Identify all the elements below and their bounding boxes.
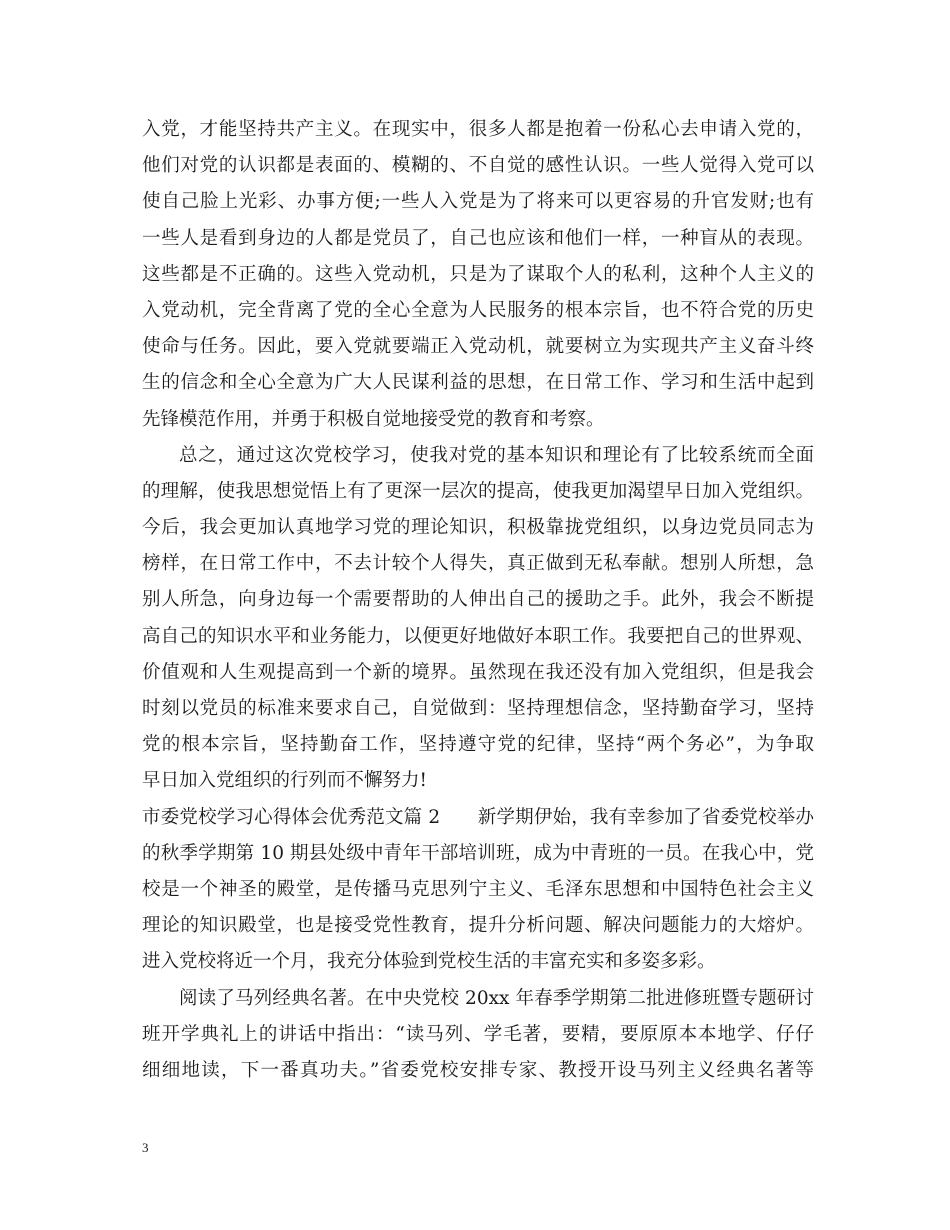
text-line: 早日加入党组织的行列而不懈努力! <box>142 770 427 792</box>
text-line: 生的信念和全心全意为广大人民谋利益的思想，在日常工作、学习和生活中起到 <box>142 372 814 394</box>
text-line: 入党动机，完全背离了党的全心全意为人民服务的根本宗旨，也不符合党的历史 <box>142 299 814 321</box>
text-line: 一些人是看到身边的人都是党员了，自己也应该和他们一样，一种盲从的表现。 <box>142 227 814 249</box>
text-line: 党的根本宗旨，坚持勤奋工作，坚持遵守党的纪律，坚持“两个务必”，为争取 <box>142 734 814 756</box>
section-heading-line: 市委党校学习心得体会优秀范文篇 2 新学期伊始，我有幸参加了省委党校举办 <box>142 806 814 828</box>
text-line: 使自己脸上光彩、办事方便;一些人入党是为了将来可以更容易的升官发财;也有 <box>142 191 814 213</box>
text-line: 今后，我会更加认真地学习党的理论知识，积极靠拢党组织，以身边党员同志为 <box>142 517 814 539</box>
text-line: 高自己的知识水平和业务能力，以便更好地做好本职工作。我要把自己的世界观、 <box>142 625 814 647</box>
text-line: 别人所急，向身边每一个需要帮助的人伸出自己的援助之手。此外，我会不断提 <box>142 589 814 611</box>
text-line: 入党，才能坚持共产主义。在现实中，很多人都是抱着一份私心去申请入党的， <box>142 119 814 140</box>
text-line: 这些都是不正确的。这些入党动机，只是为了谋取个人的私利，这种个人主义的 <box>142 263 814 285</box>
text-line: 班开学典礼上的讲话中指出：“读马列、学毛著，要精，要原原本本地学、仔仔 <box>142 1023 814 1045</box>
text-line: 榜样，在日常工作中，不去计较个人得失，真正做到无私奉献。想别人所想，急 <box>142 553 814 575</box>
text-line: 先锋模范作用，并勇于积极自觉地接受党的教育和考察。 <box>142 408 605 430</box>
text-line: 的理解，使我思想觉悟上有了更深一层次的提高，使我更加渴望早日加入党组织。 <box>142 480 814 502</box>
text-line: 价值观和人生观提高到一个新的境界。虽然现在我还没有加入党组织，但是我会 <box>142 661 814 683</box>
text-line: 理论的知识殿堂，也是接受党性教育，提升分析问题、解决问题能力的大熔炉。 <box>142 915 814 937</box>
text-line: 使命与任务。因此，要入党就要端正入党动机，就要树立为实现共产主义奋斗终 <box>142 336 814 358</box>
text-line: 校是一个神圣的殿堂，是传播马克思列宁主义、毛泽东思想和中国特色社会主义 <box>142 878 814 900</box>
text-line: 时刻以党员的标准来要求自己，自觉做到：坚持理想信念，坚持勤奋学习，坚持 <box>142 698 814 719</box>
page-number: 3 <box>142 1140 149 1155</box>
text-line: 进入党校将近一个月，我充分体验到党校生活的丰富充实和多姿多彩。 <box>142 951 716 973</box>
text-line: 的秋季学期第 10 期县处级中青年干部培训班，成为中青班的一员。在我心中，党 <box>142 842 814 864</box>
text-line: 他们对党的认识都是表面的、模糊的、不自觉的感性认识。一些人觉得入党可以 <box>142 155 814 177</box>
paragraph-first-line: 总之，通过这次党校学习，使我对党的基本知识和理论有了比较系统而全面 <box>179 444 814 466</box>
document-body <box>142 112 814 1089</box>
text-line: 细细地读，下一番真功夫。”省委党校安排专家、教授开设马列主义经典名著等 <box>142 1059 814 1081</box>
paragraph-first-line: 阅读了马列经典名著。在中央党校 20xx 年春季学期第二批进修班暨专题研讨 <box>179 987 814 1009</box>
